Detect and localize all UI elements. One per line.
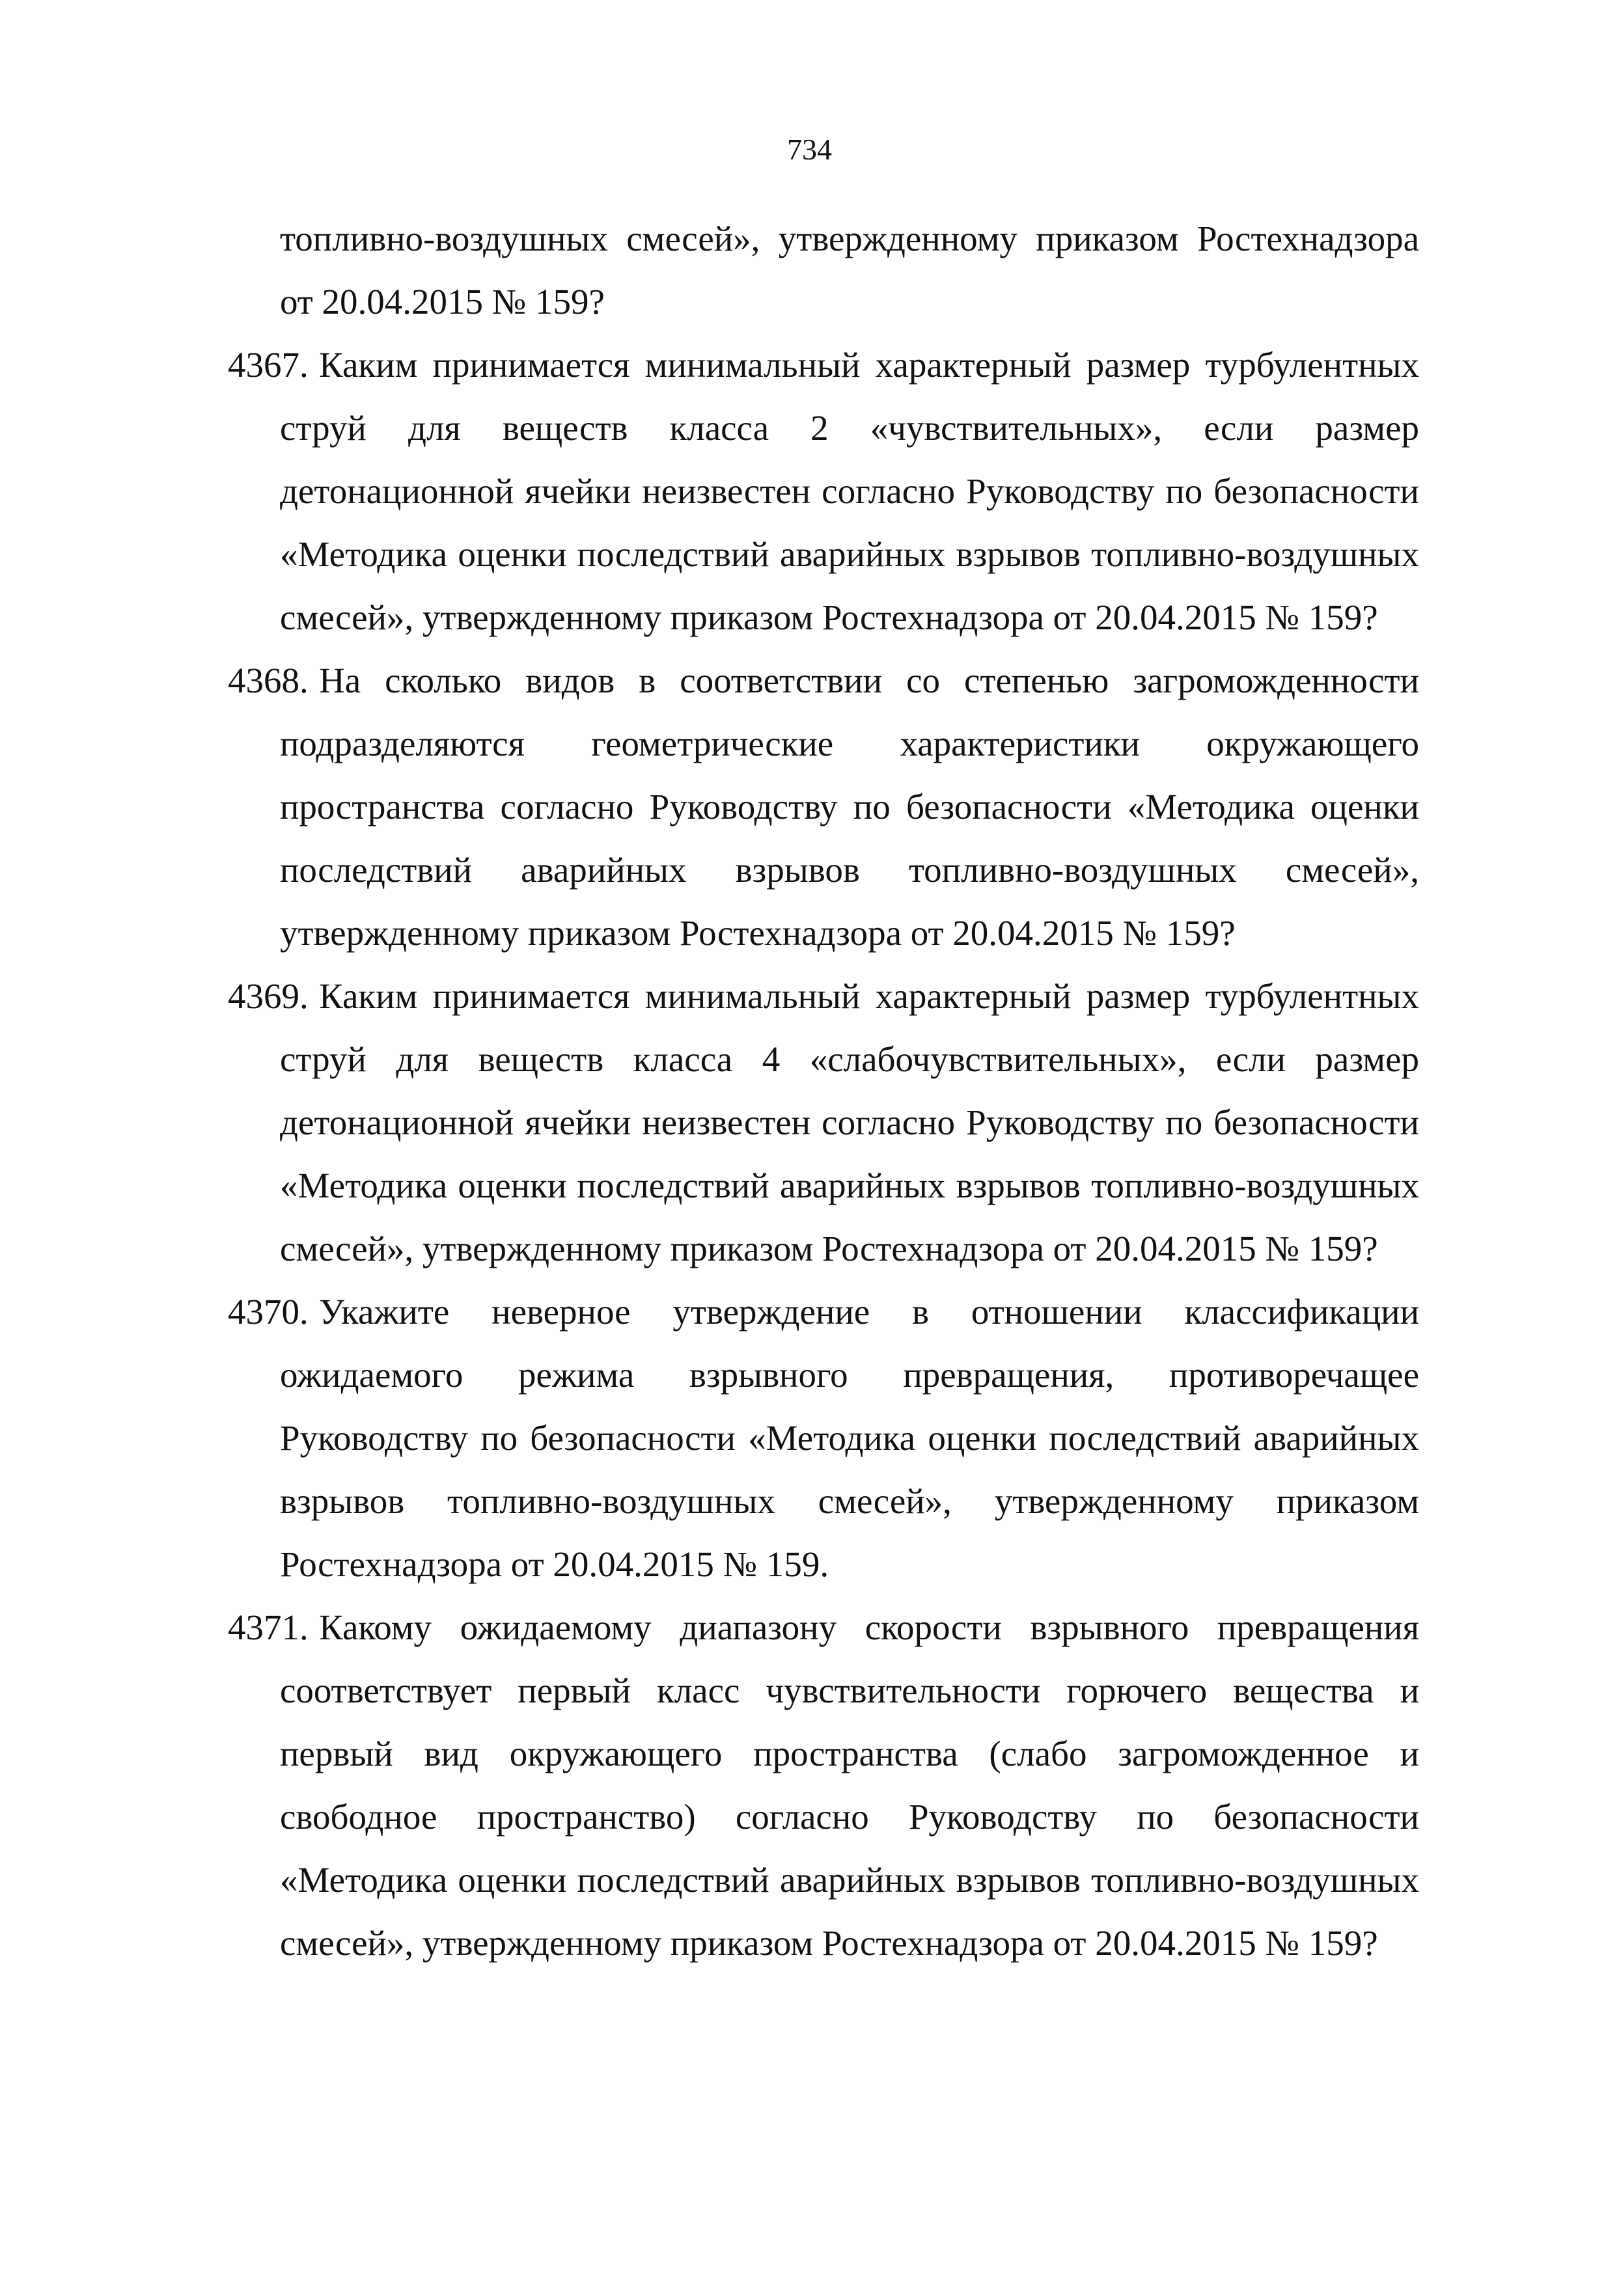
question-text: Укажите неверное утверждение в отношении классификации ожидаемого режима взрывного превращения, противоречащее Руководству по безопасности «Методика оценки последствий аварийных взрывов топливно-воздушных смесей», утвержденному приказом Ростехнадзора от 20.04.2015 № 159. [280, 1292, 1419, 1584]
question-text: На сколько видов в соответствии со степенью загроможденности подразделяются геометрические характеристики окружающего пространства согласно Руководству по безопасности «Методика оценки последствий аварийных взрывов топливно-воздушных смесей», утвержденному приказом Ростехнадзора от 20.04.2015 № 159? [280, 661, 1419, 953]
question-text: Каким принимается минимальный характерный размер турбулентных струй для веществ класса 2 «чувствительных», если размер детонационной ячейки неизвестен согласно Руководству по безопасности «Методика оценки последствий аварийных взрывов топливно-воздушных смесей», утвержденному приказом Ростехнадзора от 20.04.2015 № 159? [280, 345, 1419, 637]
question-item [228, 1596, 1419, 1975]
question-number: 4367. [228, 345, 309, 385]
document-body [228, 207, 1419, 1975]
question-item [228, 333, 1419, 649]
question-text: Какому ожидаемому диапазону скорости взрывного превращения соответствует первый класс чувствительности горючего вещества и первый вид окружающего пространства (слабо загроможденное и свободное пространство) согласно Руководству по безопасности «Методика оценки последствий аварийных взрывов топливно-воздушных смесей», утвержденному приказом Ростехнадзора от 20.04.2015 № 159? [280, 1607, 1419, 1963]
question-number: 4370. [228, 1292, 309, 1332]
question-list [228, 333, 1419, 1975]
page-number: 734 [787, 133, 832, 166]
question-number: 4368. [228, 661, 309, 700]
question-item [228, 649, 1419, 964]
continuation-paragraph: топливно-воздушных смесей», утвержденному приказом Ростехнадзора от 20.04.2015 № 159? [280, 219, 1419, 321]
question-item [228, 1280, 1419, 1596]
question-number: 4371. [228, 1607, 309, 1647]
question-item [228, 964, 1419, 1280]
question-text: Каким принимается минимальный характерный размер турбулентных струй для веществ класса 4 «слабочувствительных», если размер детонационной ячейки неизвестен согласно Руководству по безопасности «Методика оценки последствий аварийных взрывов топливно-воздушных смесей», утвержденному приказом Ростехнадзора от 20.04.2015 № 159? [280, 976, 1419, 1268]
question-number: 4369. [228, 976, 309, 1016]
